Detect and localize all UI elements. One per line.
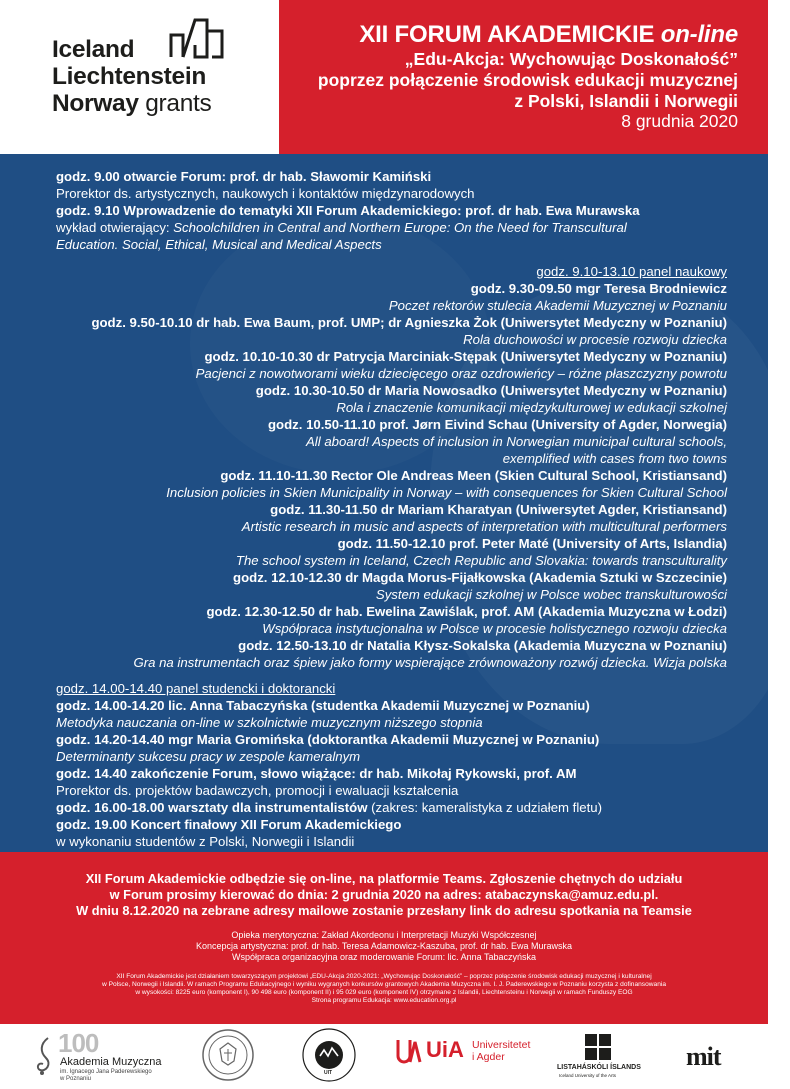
speaker-line: godz. 14.20-14.40 mgr Maria Gromińska (doktorantka Akademii Muzycznej w Poznaniu) bbox=[56, 732, 600, 747]
mit-text: mit bbox=[686, 1042, 721, 1071]
talk-title: The school system in Iceland, Czech Republic and Slovakia: towards transculturality bbox=[235, 553, 727, 568]
akademia-muzyczna-logo bbox=[34, 1024, 194, 1086]
talk-title: Inclusion policies in Skien Municipality in Norway – with consequences for Skien Cultural School bbox=[166, 485, 727, 500]
lecture-prefix: wykład otwierający: bbox=[56, 220, 174, 235]
opening-role: Prorektor ds. artystycznych, naukowych i kontaktów międzynarodowych bbox=[56, 186, 475, 201]
info-line: W dniu 8.12.2020 na zebrane adresy mailowe zostanie przesłany link do adresu spotkania na Teamsie bbox=[76, 903, 692, 918]
info-section bbox=[0, 852, 768, 1024]
role-line: Koncepcja artystyczna: prof. dr hab. Teresa Adamowicz-Kaszuba, prof. dr hab. Ewa Murawska bbox=[195, 941, 572, 951]
lhi-name: LISTAHÁSKÓLI ÍSLANDS bbox=[557, 1064, 641, 1071]
concert-detail: w wykonaniu studentów z Polski, Norwegii i Islandii bbox=[56, 834, 355, 849]
university-seal-logo bbox=[200, 1024, 256, 1086]
event-date: 8 grudnia 2020 bbox=[621, 111, 738, 131]
logo-line-norway: Norway bbox=[52, 90, 139, 117]
fine-line: Strona programu Edukacja: www.education.org.pl bbox=[311, 997, 457, 1004]
talk-title: Pacjenci z nowotworami wieku dziecięcego oraz ozdrowieńcy – różne płaszczyzny powrotu bbox=[195, 366, 727, 381]
workshops-title: godz. 16.00-18.00 warsztaty dla instrumentalistów bbox=[56, 800, 368, 815]
speaker-line: godz. 10.50-11.10 prof. Jørn Eivind Schau (University of Agder, Norwegia) bbox=[268, 417, 727, 432]
talk-title: Rola duchowości w procesie rozwoju dziecka bbox=[463, 332, 727, 347]
introduction-line: godz. 9.10 Wprowadzenie do tematyki XII Forum Akademickiego: prof. dr hab. Ewa Murawska bbox=[56, 203, 640, 218]
speaker-line: godz. 11.50-12.10 prof. Peter Maté (University of Arts, Islandia) bbox=[337, 536, 727, 551]
closing-line: godz. 14.40 zakończenie Forum, słowo wiążące: dr hab. Mikołaj Rykowski, prof. AM bbox=[56, 766, 577, 781]
panel-heading: godz. 9.10-13.10 panel naukowy bbox=[536, 264, 727, 279]
opening-line: godz. 9.00 otwarcie Forum: prof. dr hab. Sławomir Kamiński bbox=[56, 169, 432, 184]
grants-mark-icon bbox=[168, 17, 226, 59]
header bbox=[0, 0, 768, 154]
lhi-grid-icon bbox=[585, 1034, 611, 1060]
talk-title: Poczet rektorów stulecia Akademii Muzycznej w Poznaniu bbox=[388, 298, 727, 313]
talk-title: Determinanty sukcesu pracy w zespole kameralnym bbox=[56, 749, 361, 764]
workshops-line bbox=[56, 799, 768, 816]
uia-abbr: UiA bbox=[426, 1037, 464, 1062]
logo-line-iceland: Iceland bbox=[52, 36, 135, 63]
workshops-scope: (zakres: kameralistyka z udziałem fletu) bbox=[367, 800, 603, 815]
fine-line: w wysokości: 8225 euro (komponent I), 90 498 euro (komponent II) i 95 029 euro (komponent IV) otrzymane z Islandii, Liechtensteinu i Norwegii w ramach Funduszy EOG bbox=[135, 989, 633, 996]
am-sub-2: w Poznaniu bbox=[60, 1076, 92, 1082]
lecture-title: Schoolchildren in Central and Northern Europe: On the Need for Transcultural bbox=[173, 220, 627, 235]
role-line: Opieka merytoryczna: Zakład Akordeonu i Interpretacji Muzyki Współczesnej bbox=[231, 930, 537, 940]
talk-title: Metodyka nauczania on-line w szkolnictwie muzycznym niższego stopnia bbox=[56, 715, 483, 730]
logo-grants: grants bbox=[145, 90, 212, 117]
closing-role: Prorektor ds. projektów badawczych, promocji i ewaluacji kształcenia bbox=[56, 783, 459, 798]
fine-line: w Polsce, Norwegii i Islandii. W ramach Programu Edukacyjnego i wyniku wygranych konkursów grantowych Akademia Muzyczna im. I. J. Paderewskiego w Poznaniu korzysta z dofinansowania bbox=[101, 981, 666, 988]
talk-title: Rola i znaczenie komunikacji międzykulturowej w edukacji szkolnej bbox=[336, 400, 727, 415]
clef-icon bbox=[34, 1036, 56, 1076]
talk-title: All aboard! Aspects of inclusion in Norwegian municipal cultural schools, bbox=[306, 434, 727, 449]
speaker-line: godz. 14.00-14.20 lic. Anna Tabaczyńska (studentka Akademii Muzycznej w Poznaniu) bbox=[56, 698, 590, 713]
lecture-title-cont: Education. Social, Ethical, Musical and Medical Aspects bbox=[56, 237, 382, 252]
speaker-line: godz. 10.30-10.50 dr Maria Nowosadko (Uniwersytet Medyczny w Poznaniu) bbox=[255, 383, 727, 398]
eea-grants-logo bbox=[0, 0, 279, 154]
lhi-sub: Iceland University of the Arts bbox=[559, 1073, 617, 1078]
lecture-line bbox=[56, 219, 768, 236]
centenary-number: 100 bbox=[58, 1028, 99, 1058]
role-line: Współpraca organizacyjna oraz moderowanie Forum: lic. Anna Tabaczyńska bbox=[232, 952, 536, 962]
fine-line: XII Forum Akademickie jest działaniem towarzyszącym projektowi „EDU-Akcja 2020-2021: „Wychowując Doskonałość” – poprzez połączenie środowisk edukacji muzycznej i kulturalnej bbox=[116, 973, 652, 980]
student-panel bbox=[0, 671, 768, 867]
info-line: XII Forum Akademickie odbędzie się on-line, na platformie Teams. Zgłoszenie chętnych do udziału bbox=[85, 871, 683, 886]
speaker-line: godz. 11.10-11.30 Rector Ole Andreas Meen (Skien Cultural School, Kristiansand) bbox=[220, 468, 727, 483]
speaker-line: godz. 12.50-13.10 dr Natalia Kłysz-Sokalska (Akademia Muzyczna w Poznaniu) bbox=[238, 638, 727, 653]
lhi-logo bbox=[557, 1024, 647, 1086]
info-line: w Forum prosimy kierować do dnia: 2 grudnia 2020 na adres: atabaczynska@amuz.edu.pl. bbox=[109, 887, 659, 902]
forum-title bbox=[279, 22, 738, 48]
mit-logo bbox=[686, 1024, 736, 1086]
roles bbox=[0, 930, 768, 963]
uia-logo bbox=[396, 1024, 531, 1086]
scientific-panel bbox=[0, 253, 768, 671]
uia-name-1: Universitetet bbox=[472, 1039, 531, 1051]
subtitle-line-3: z Polski, Islandii i Norwegii bbox=[514, 91, 738, 111]
fine-print bbox=[0, 973, 768, 1005]
uit-arctic-logo bbox=[300, 1024, 360, 1086]
am-name: Akademia Muzyczna bbox=[60, 1056, 162, 1068]
title-panel bbox=[279, 0, 768, 154]
uia-mark-icon bbox=[396, 1038, 422, 1064]
speaker-line: godz. 9.50-10.10 dr hab. Ewa Baum, prof. UMP; dr Agnieszka Żok (Uniwersytet Medyczny w Poznaniu) bbox=[91, 315, 727, 330]
concert-line: godz. 19.00 Koncert finałowy XII Forum Akademickiego bbox=[56, 817, 402, 832]
talk-title: System edukacji szkolnej w Polsce wobec transkulturowości bbox=[375, 587, 727, 602]
logo-line-liechtenstein: Liechtenstein bbox=[52, 63, 207, 90]
talk-title: exemplified with cases from two towns bbox=[502, 451, 727, 466]
talk-title: Gra na instrumentach oraz śpiew jako formy wspierające zrównoważony rozwój dziecka. Wizja polska bbox=[133, 655, 727, 670]
speaker-line: godz. 10.10-10.30 dr Patrycja Marciniak-Stępak (Uniwersytet Medyczny w Poznaniu) bbox=[204, 349, 727, 364]
subtitle-line-2: poprzez połączenie środowisk edukacji muzycznej bbox=[317, 70, 738, 90]
program-section bbox=[0, 154, 768, 852]
seal-icon bbox=[200, 1027, 256, 1083]
subtitle-line-1: „Edu-Akcja: Wychowując Doskonałość” bbox=[404, 49, 738, 69]
forum-title-text: XII FORUM AKADEMICKIE bbox=[359, 21, 655, 48]
uit-text: UIT bbox=[324, 1070, 333, 1076]
speaker-line: godz. 11.30-11.50 dr Mariam Kharatyan (Uniwersytet Agder, Kristiansand) bbox=[270, 502, 727, 517]
talk-title: Współpraca instytucjonalna w Polsce w procesie holistycznego rozwoju dziecka bbox=[262, 621, 727, 636]
opening-block bbox=[0, 154, 768, 253]
uia-name-2: i Agder bbox=[472, 1051, 505, 1063]
speaker-line: godz. 12.30-12.50 dr hab. Ewelina Zawiślak, prof. AM (Akademia Muzyczna w Łodzi) bbox=[206, 604, 727, 619]
speaker-line: godz. 12.10-12.30 dr Magda Morus-Fijałkowska (Akademia Sztuki w Szczecinie) bbox=[233, 570, 727, 585]
partner-logos bbox=[0, 1024, 768, 1086]
info-main bbox=[0, 852, 768, 919]
speaker-line: godz. 9.30-09.50 mgr Teresa Brodniewicz bbox=[470, 281, 727, 296]
forum-title-online: on-line bbox=[660, 21, 738, 48]
panel-heading: godz. 14.00-14.40 panel studencki i doktorancki bbox=[56, 681, 336, 696]
talk-title: Artistic research in music and aspects of interpretation with multicultural performers bbox=[241, 519, 727, 534]
am-sub-1: im. Ignacego Jana Paderewskiego bbox=[60, 1069, 152, 1075]
